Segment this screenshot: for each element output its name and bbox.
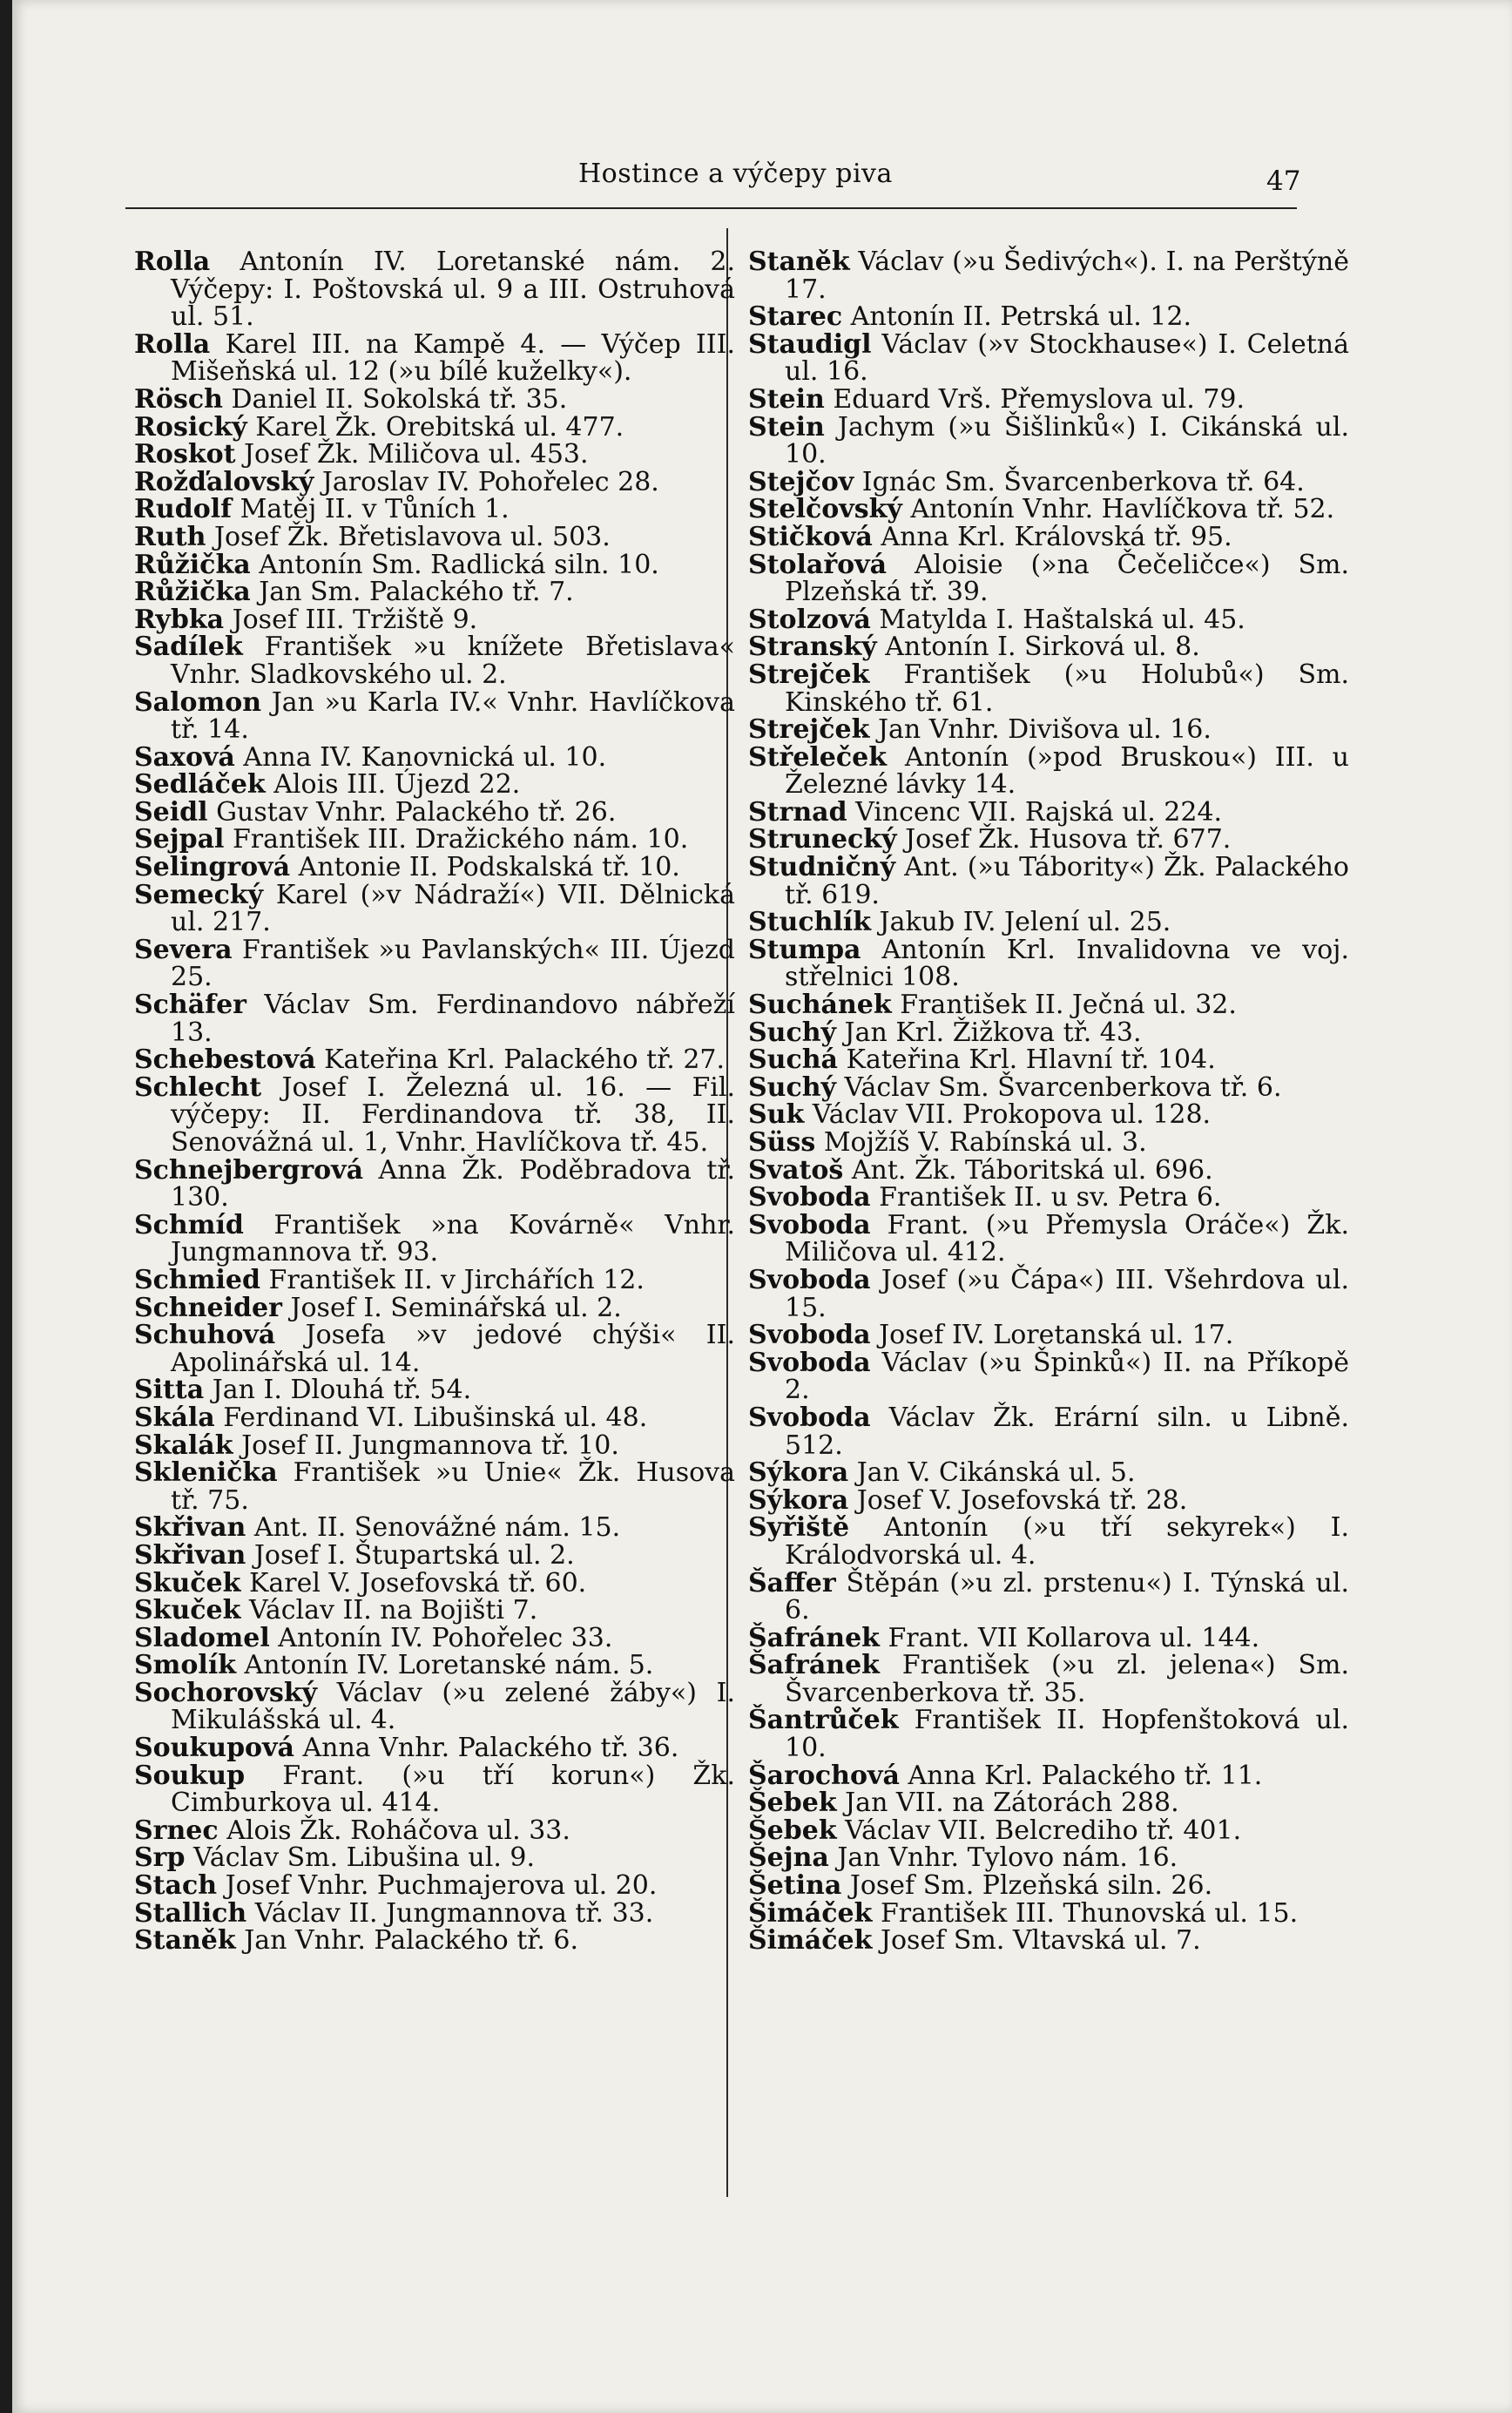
entry-surname: Srp bbox=[134, 1842, 186, 1874]
directory-entry bbox=[134, 1432, 735, 1460]
directory-entry bbox=[134, 466, 735, 497]
directory-entry bbox=[134, 1404, 735, 1432]
directory-entry bbox=[748, 1046, 1349, 1074]
directory-entry bbox=[748, 1514, 1349, 1569]
entry-details: Frant. VII Kollarova ul. 144. bbox=[888, 1622, 1260, 1653]
entry-details: Antonín IV. Pohořelec 33. bbox=[278, 1622, 613, 1653]
entry-details: Jan »u Karla IV.« Vnhr. Havlíčkova tř. 14. bbox=[171, 686, 735, 746]
entry-surname: Rožďalovský bbox=[134, 466, 314, 497]
entry-details: Václav (»u Šedivých«). I. na Perštýně 17. bbox=[785, 247, 1349, 305]
directory-entry bbox=[134, 1539, 735, 1571]
entry-surname: Stein bbox=[748, 411, 825, 443]
directory-entry bbox=[134, 1597, 735, 1625]
entry-surname: Šantrůček bbox=[748, 1705, 899, 1736]
entry-surname: Svoboda bbox=[748, 1264, 871, 1295]
entry-surname: Stranský bbox=[748, 632, 877, 663]
directory-entry bbox=[134, 1294, 735, 1322]
directory-entry bbox=[748, 854, 1349, 909]
entry-surname: Semecký bbox=[134, 879, 264, 910]
entry-details: Josef Sm. Vltavská ul. 7. bbox=[880, 1925, 1201, 1957]
entry-details: Anna IV. Kanovnická ul. 10. bbox=[243, 741, 607, 773]
directory-entry bbox=[134, 1046, 735, 1074]
directory-entry bbox=[748, 1817, 1349, 1845]
directory-entry bbox=[748, 1264, 1349, 1323]
entry-surname: Schlecht bbox=[134, 1071, 262, 1103]
directory-entry bbox=[134, 383, 735, 415]
entry-details: Josef (»u Čápa«) III. Všehrdova ul. 15. bbox=[785, 1264, 1349, 1323]
directory-entry bbox=[134, 606, 735, 634]
entry-surname: Svoboda bbox=[748, 1320, 871, 1351]
entry-surname: Svoboda bbox=[748, 1347, 871, 1378]
directory-entry bbox=[134, 1897, 735, 1929]
entry-details: Jan V. Cikánská ul. 5. bbox=[856, 1457, 1136, 1489]
entry-surname: Strejček bbox=[748, 714, 870, 746]
directory-entry bbox=[134, 521, 735, 552]
entry-details: Alois III. Újezd 22. bbox=[273, 769, 521, 801]
directory-entry bbox=[748, 1567, 1349, 1626]
directory-entry bbox=[748, 1872, 1349, 1900]
entry-details: Jan VII. na Zátorách 288. bbox=[845, 1788, 1179, 1819]
entry-details: Josef Žk. Břetislavova ul. 503. bbox=[213, 521, 611, 552]
directory-entry bbox=[748, 1071, 1349, 1103]
directory-entry bbox=[134, 1154, 735, 1213]
entry-surname: Saxová bbox=[134, 741, 235, 773]
entry-details: Václav Žk. Erární siln. u Libně. 512. bbox=[785, 1402, 1349, 1461]
directory-entry bbox=[748, 248, 1349, 303]
directory-entry bbox=[134, 1844, 735, 1872]
directory-entry bbox=[748, 328, 1349, 388]
entry-details: Karel Žk. Orebitská ul. 477. bbox=[255, 411, 624, 443]
entry-surname: Rösch bbox=[134, 383, 223, 415]
directory-entry bbox=[134, 686, 735, 746]
entry-surname: Skalák bbox=[134, 1430, 233, 1461]
entry-details: Václav Sm. Libušina ul. 9. bbox=[193, 1842, 536, 1874]
entry-details: František II. v Jirchářích 12. bbox=[268, 1264, 645, 1295]
entry-details: Štěpán (»u zl. prstenu«) I. Týnská ul. 6. bbox=[785, 1567, 1349, 1626]
entry-details: Anna Žk. Poděbradova tř. 130. bbox=[171, 1154, 735, 1213]
entry-surname: Staněk bbox=[134, 1925, 236, 1957]
directory-entry bbox=[134, 826, 735, 854]
entry-details: Frant. (»u Přemysla Oráče«) Žk. Miličova ul. 412. bbox=[785, 1209, 1349, 1268]
entry-details: Jan Sm. Palackého tř. 7. bbox=[259, 577, 574, 608]
entry-surname: Suchá bbox=[748, 1044, 838, 1076]
entry-details: Antonín I. Sirková ul. 8. bbox=[885, 632, 1200, 663]
directory-entry bbox=[134, 1459, 735, 1514]
directory-entry bbox=[748, 1209, 1349, 1268]
entry-surname: Šarochová bbox=[748, 1760, 900, 1791]
entry-details: Ant. Žk. Táboritská ul. 696. bbox=[851, 1154, 1213, 1186]
directory-entry bbox=[134, 496, 735, 524]
directory-entry bbox=[748, 716, 1349, 744]
directory-entry bbox=[748, 826, 1349, 854]
directory-entry bbox=[748, 1101, 1349, 1129]
left-column bbox=[134, 248, 735, 1955]
directory-entry bbox=[748, 1019, 1349, 1047]
directory-entry bbox=[748, 1459, 1349, 1487]
directory-entry bbox=[748, 1897, 1349, 1929]
entry-surname: Stein bbox=[748, 383, 825, 415]
entry-details: Jachym (»u Šišlinků«) I. Cikánská ul. 10. bbox=[785, 411, 1349, 470]
entry-details: Josef III. Tržiště 9. bbox=[232, 604, 478, 635]
entry-details: Matylda I. Haštalská ul. 45. bbox=[879, 604, 1245, 635]
entry-surname: Soukupová bbox=[134, 1733, 294, 1764]
entry-surname: Strunecký bbox=[748, 824, 897, 855]
directory-entry bbox=[748, 661, 1349, 716]
entry-details: Josef Žk. Miličova ul. 453. bbox=[244, 439, 589, 470]
entry-surname: Sýkora bbox=[748, 1457, 849, 1489]
directory-entry bbox=[748, 1927, 1349, 1955]
entry-details: Aloisie (»na Čečeličce«) Sm. Plzeňská tř. 39. bbox=[785, 549, 1349, 608]
entry-details: Josef II. Jungmannova tř. 10. bbox=[241, 1430, 619, 1461]
entry-details: Jan Vnhr. Divišova ul. 16. bbox=[877, 714, 1212, 746]
entry-details: Karel (»v Nádraží«) VII. Dělnická ul. 217. bbox=[171, 879, 735, 938]
entry-details: Anna Krl. Královská tř. 95. bbox=[881, 521, 1232, 552]
entry-surname: Schebestová bbox=[134, 1044, 316, 1076]
directory-entry bbox=[134, 1071, 736, 1158]
entry-surname: Šebek bbox=[748, 1815, 837, 1846]
entry-details: František III. Dražického nám. 10. bbox=[232, 824, 689, 855]
entry-surname: Seidl bbox=[134, 796, 208, 828]
entry-surname: Skřivan bbox=[134, 1539, 246, 1571]
directory-entry bbox=[748, 1129, 1349, 1157]
directory-entry bbox=[134, 1567, 735, 1599]
entry-details: Eduard Vrš. Přemyslova ul. 79. bbox=[833, 383, 1245, 415]
entry-details: Josefa »v jedové chýši« II. Apolinářská ul. 14. bbox=[171, 1320, 735, 1378]
directory-entry bbox=[748, 1349, 1349, 1404]
directory-entry bbox=[134, 1376, 735, 1404]
entry-surname: Skuček bbox=[134, 1567, 241, 1599]
entry-details: Václav II. Jungmannova tř. 33. bbox=[254, 1897, 654, 1929]
directory-entry bbox=[134, 1762, 735, 1817]
directory-entry bbox=[748, 796, 1349, 828]
entry-details: Antonín IV. Loretanské nám. 5. bbox=[244, 1650, 654, 1681]
directory-entry bbox=[134, 1514, 735, 1542]
directory-entry bbox=[134, 1264, 735, 1295]
entry-details: Václav (»u Špinků«) II. na Příkopě 2. bbox=[785, 1347, 1349, 1406]
entry-surname: Suchý bbox=[748, 1071, 836, 1103]
entry-surname: Svoboda bbox=[748, 1182, 871, 1213]
directory-entry bbox=[134, 879, 735, 938]
directory-entry bbox=[134, 1872, 735, 1900]
directory-entry bbox=[748, 1184, 1349, 1212]
entry-surname: Šetina bbox=[748, 1870, 842, 1902]
entry-surname: Šafránek bbox=[748, 1622, 880, 1653]
entry-details: Kateřina Krl. Palackého tř. 27. bbox=[324, 1044, 726, 1076]
entry-details: Ant. (»u Tábority«) Žk. Palackého tř. 619. bbox=[785, 852, 1349, 910]
entry-details: Kateřina Krl. Hlavní tř. 104. bbox=[846, 1044, 1216, 1076]
entry-surname: Růžička bbox=[134, 577, 251, 608]
entry-surname: Šejna bbox=[748, 1842, 829, 1874]
directory-entry bbox=[134, 328, 735, 388]
entry-details: Antonie II. Podskalská tř. 10. bbox=[298, 852, 680, 883]
entry-details: Josef Sm. Plzeňská siln. 26. bbox=[849, 1870, 1213, 1902]
entry-surname: Svoboda bbox=[748, 1402, 871, 1433]
directory-entry bbox=[748, 1844, 1349, 1872]
entry-surname: Schäfer bbox=[134, 990, 246, 1021]
entry-surname: Ruth bbox=[134, 521, 206, 552]
entry-surname: Suk bbox=[748, 1099, 805, 1131]
directory-entry bbox=[134, 1734, 735, 1762]
directory-entry bbox=[748, 1404, 1349, 1459]
entry-details: Ignác Sm. Švarcenberkova tř. 64. bbox=[861, 466, 1305, 497]
directory-entry bbox=[748, 1762, 1349, 1790]
directory-entry bbox=[748, 383, 1349, 415]
book-page bbox=[12, 0, 1512, 2413]
entry-details: František (»u zl. jelena«) Sm. Švarcenberkova tř. 35. bbox=[785, 1650, 1349, 1708]
entry-surname: Šimáček bbox=[748, 1925, 873, 1957]
directory-entry bbox=[134, 551, 735, 579]
entry-surname: Skála bbox=[134, 1402, 215, 1433]
entry-details: Václav (»v Stockhause«) I. Celetná ul. 16. bbox=[785, 328, 1349, 388]
entry-surname: Stolzová bbox=[748, 604, 871, 635]
entry-details: Jaroslav IV. Pohořelec 28. bbox=[321, 466, 659, 497]
entry-details: Jan Vnhr. Tylovo nám. 16. bbox=[837, 1842, 1178, 1874]
directory-entry bbox=[748, 1484, 1349, 1516]
directory-entry bbox=[134, 936, 735, 991]
directory-entry bbox=[134, 796, 735, 828]
directory-entry bbox=[748, 991, 1349, 1019]
directory-entry bbox=[748, 496, 1349, 524]
entry-surname: Sedláček bbox=[134, 769, 266, 801]
entry-surname: Sladomel bbox=[134, 1622, 270, 1653]
entry-details: František »u knížete Břetislava« Vnhr. Sladkovského ul. 2. bbox=[171, 632, 735, 690]
entry-details: Antonín (»u tří sekyrek«) I. Králodvorská ul. 4. bbox=[785, 1512, 1349, 1571]
entry-surname: Roskot bbox=[134, 439, 236, 470]
directory-entry bbox=[134, 1321, 735, 1376]
entry-details: Antonín II. Petrská ul. 12. bbox=[850, 301, 1192, 333]
entry-surname: Rolla bbox=[134, 247, 211, 277]
entry-surname: Schnejbergrová bbox=[134, 1154, 364, 1186]
entry-surname: Stičková bbox=[748, 521, 873, 552]
directory-entry bbox=[748, 551, 1349, 606]
directory-entry bbox=[748, 521, 1349, 552]
entry-details: Josef I. Štupartská ul. 2. bbox=[253, 1539, 575, 1571]
entry-details: Jakub IV. Jelení ul. 25. bbox=[879, 907, 1171, 938]
entry-surname: Skřivan bbox=[134, 1512, 246, 1544]
directory-entry bbox=[748, 936, 1349, 991]
entry-surname: Schuhová bbox=[134, 1320, 276, 1351]
entry-surname: Severa bbox=[134, 934, 233, 965]
entry-details: Václav VII. Belcrediho tř. 401. bbox=[845, 1815, 1242, 1846]
entry-surname: Starec bbox=[748, 301, 843, 333]
directory-entry bbox=[748, 411, 1349, 470]
entry-surname: Růžička bbox=[134, 549, 251, 580]
directory-entry bbox=[748, 633, 1349, 661]
entry-details: Antonín Krl. Invalidovna ve voj. střelnici 108. bbox=[785, 934, 1349, 993]
entry-surname: Rudolf bbox=[134, 494, 233, 525]
entry-details: Mojžíš V. Rabínská ul. 3. bbox=[823, 1127, 1147, 1158]
directory-entry bbox=[748, 303, 1349, 331]
directory-entry bbox=[134, 1677, 735, 1736]
entry-surname: Šebek bbox=[748, 1788, 837, 1819]
entry-surname: Sejpal bbox=[134, 824, 225, 855]
entry-surname: Suchý bbox=[748, 1017, 836, 1048]
entry-surname: Stejčov bbox=[748, 466, 854, 497]
directory-entry bbox=[748, 1789, 1349, 1817]
directory-entry bbox=[134, 633, 735, 688]
entry-surname: Selingrová bbox=[134, 852, 291, 883]
entry-surname: Rybka bbox=[134, 604, 225, 635]
entry-surname: Stach bbox=[134, 1870, 218, 1902]
entry-details: Ant. II. Senovážné nám. 15. bbox=[253, 1512, 621, 1544]
entry-details: František »u Unie« Žk. Husova tř. 75. bbox=[171, 1457, 735, 1516]
directory-entry bbox=[134, 741, 735, 773]
entry-details: Ferdinand VI. Libušinská ul. 48. bbox=[223, 1402, 648, 1433]
entry-details: Matěj II. v Tůních 1. bbox=[240, 494, 510, 525]
directory-entry bbox=[134, 578, 735, 606]
entry-surname: Sitta bbox=[134, 1375, 205, 1406]
entry-details: Václav (»u zelené žáby«) I. Mikulášská ul. 4. bbox=[171, 1677, 735, 1736]
entry-details: Vincenc VII. Rajská ul. 224. bbox=[855, 796, 1223, 828]
directory-entry bbox=[748, 1154, 1349, 1186]
directory-entry bbox=[748, 1652, 1349, 1707]
entry-surname: Schneider bbox=[134, 1292, 282, 1323]
entry-surname: Salomon bbox=[134, 686, 262, 718]
entry-surname: Stelčovský bbox=[748, 494, 902, 525]
directory-entry bbox=[134, 411, 735, 443]
directory-entry bbox=[748, 1622, 1349, 1653]
directory-entry bbox=[748, 466, 1349, 497]
entry-surname: Schmíd bbox=[134, 1209, 244, 1240]
entry-surname: Soukup bbox=[134, 1760, 246, 1791]
entry-surname: Svoboda bbox=[748, 1209, 871, 1240]
entry-details: Anna Krl. Palackého tř. 11. bbox=[908, 1760, 1263, 1791]
directory-entry bbox=[134, 1652, 735, 1680]
page-header bbox=[125, 155, 1297, 209]
entry-surname: Staudigl bbox=[748, 328, 872, 360]
directory-entry bbox=[748, 1705, 1349, 1764]
entry-details: František »u Pavlanských« III. Újezd 25. bbox=[171, 934, 735, 993]
entry-details: Václav II. na Bojišti 7. bbox=[248, 1595, 538, 1626]
entry-details: František II. Hopfenštoková ul. 10. bbox=[785, 1705, 1349, 1764]
entry-surname: Sklenička bbox=[134, 1457, 278, 1489]
entry-details: Josef IV. Loretanská ul. 17. bbox=[879, 1320, 1234, 1351]
entry-details: Václav VII. Prokopova ul. 128. bbox=[812, 1099, 1212, 1131]
directory-entry bbox=[748, 741, 1349, 801]
entry-details: František III. Thunovská ul. 15. bbox=[880, 1897, 1299, 1929]
entry-details: Josef I. Železná ul. 16. — Fil. výčepy: II. Ferdinandova tř. 38, II. Senovážná ul. 1, Vnhr. Havlíčkova tř. 45. bbox=[171, 1071, 736, 1158]
entry-details: Jan Krl. Žižkova tř. 43. bbox=[844, 1017, 1142, 1048]
entry-surname: Strejček bbox=[748, 659, 870, 690]
entry-surname: Schmied bbox=[134, 1264, 260, 1295]
entry-surname: Stolařová bbox=[748, 549, 888, 580]
entry-surname: Rolla bbox=[134, 328, 211, 360]
entry-details: Antonín Sm. Radlická siln. 10. bbox=[259, 549, 659, 580]
directory-entry bbox=[134, 1927, 735, 1955]
entry-details: Karel III. na Kampě 4. — Výčep III. Mišeňská ul. 12 (»u bílé kuželky«). bbox=[171, 328, 735, 388]
entry-details: Josef Vnhr. Puchmajerova ul. 20. bbox=[225, 1870, 658, 1902]
directory-entry bbox=[134, 991, 735, 1046]
right-column bbox=[748, 248, 1349, 1955]
entry-details: Jan Vnhr. Palackého tř. 6. bbox=[244, 1925, 579, 1957]
entry-surname: Skuček bbox=[134, 1595, 241, 1626]
directory-entry bbox=[748, 909, 1349, 936]
entry-details: Gustav Vnhr. Palackého tř. 26. bbox=[216, 796, 617, 828]
entry-surname: Sadílek bbox=[134, 632, 243, 663]
entry-surname: Staněk bbox=[748, 247, 850, 277]
directory-entry bbox=[134, 248, 735, 331]
entry-details: Jan I. Dlouhá tř. 54. bbox=[212, 1375, 472, 1406]
entry-details: Antonín Vnhr. Havlíčkova tř. 52. bbox=[910, 494, 1335, 525]
entry-surname: Šaffer bbox=[748, 1567, 836, 1599]
entry-surname: Sochorovský bbox=[134, 1677, 318, 1708]
directory-entry bbox=[748, 606, 1349, 634]
entry-surname: Střeleček bbox=[748, 741, 888, 773]
running-title: Hostince a výčepy piva bbox=[578, 159, 893, 189]
entry-surname: Süss bbox=[748, 1127, 816, 1158]
entry-surname: Rosický bbox=[134, 411, 247, 443]
directory-entry bbox=[134, 441, 735, 469]
entry-surname: Stumpa bbox=[748, 934, 861, 965]
entry-details: Alois Žk. Roháčova ul. 33. bbox=[226, 1815, 570, 1846]
entry-surname: Sýkora bbox=[748, 1484, 849, 1516]
entry-details: Antonín (»pod Bruskou«) III. u Železné lávky 14. bbox=[785, 741, 1349, 801]
entry-details: Josef Žk. Husova tř. 677. bbox=[905, 824, 1232, 855]
entry-surname: Stuchlík bbox=[748, 907, 871, 938]
entry-details: Frant. (»u tří korun«) Žk. Cimburkova ul. 414. bbox=[171, 1760, 735, 1819]
entry-surname: Svatoš bbox=[748, 1154, 844, 1186]
entry-details: Josef I. Seminářská ul. 2. bbox=[290, 1292, 622, 1323]
entry-surname: Suchánek bbox=[748, 990, 892, 1021]
directory-entry bbox=[134, 1622, 735, 1653]
entry-surname: Srnec bbox=[134, 1815, 219, 1846]
directory-entry bbox=[134, 1817, 735, 1845]
entry-details: Karel V. Josefovská tř. 60. bbox=[248, 1567, 587, 1599]
directory-entry bbox=[134, 854, 735, 882]
entry-surname: Stallich bbox=[134, 1897, 247, 1929]
directory-entry bbox=[134, 771, 735, 799]
entry-details: Antonín IV. Loretanské nám. 2. Výčepy: I. Poštovská ul. 9 a III. Ostruhová ul. 51. bbox=[171, 247, 735, 333]
page-number: 47 bbox=[1266, 166, 1301, 197]
entry-surname: Studničný bbox=[748, 852, 896, 883]
entry-surname: Šafránek bbox=[748, 1650, 880, 1681]
directory-entry bbox=[748, 1321, 1349, 1349]
entry-surname: Strnad bbox=[748, 796, 847, 828]
directory-entry bbox=[134, 1209, 735, 1268]
entry-details: František »na Kovárně« Vnhr. Jungmannova tř. 93. bbox=[171, 1209, 735, 1268]
entry-surname: Syřiště bbox=[748, 1512, 850, 1544]
entry-details: František II. u sv. Petra 6. bbox=[879, 1182, 1222, 1213]
entry-details: Josef V. Josefovská tř. 28. bbox=[856, 1484, 1188, 1516]
entry-details: Anna Vnhr. Palackého tř. 36. bbox=[302, 1733, 679, 1764]
entry-details: František II. Ječná ul. 32. bbox=[900, 990, 1237, 1021]
entry-surname: Smolík bbox=[134, 1650, 236, 1681]
entry-surname: Šimáček bbox=[748, 1897, 873, 1929]
entry-details: Daniel II. Sokolská tř. 35. bbox=[231, 383, 568, 415]
entry-details: Václav Sm. Švarcenberkova tř. 6. bbox=[844, 1071, 1282, 1103]
entry-details: František (»u Holubů«) Sm. Kinského tř. 61. bbox=[785, 659, 1349, 718]
entry-details: Václav Sm. Ferdinandovo nábřeží 13. bbox=[171, 990, 735, 1048]
